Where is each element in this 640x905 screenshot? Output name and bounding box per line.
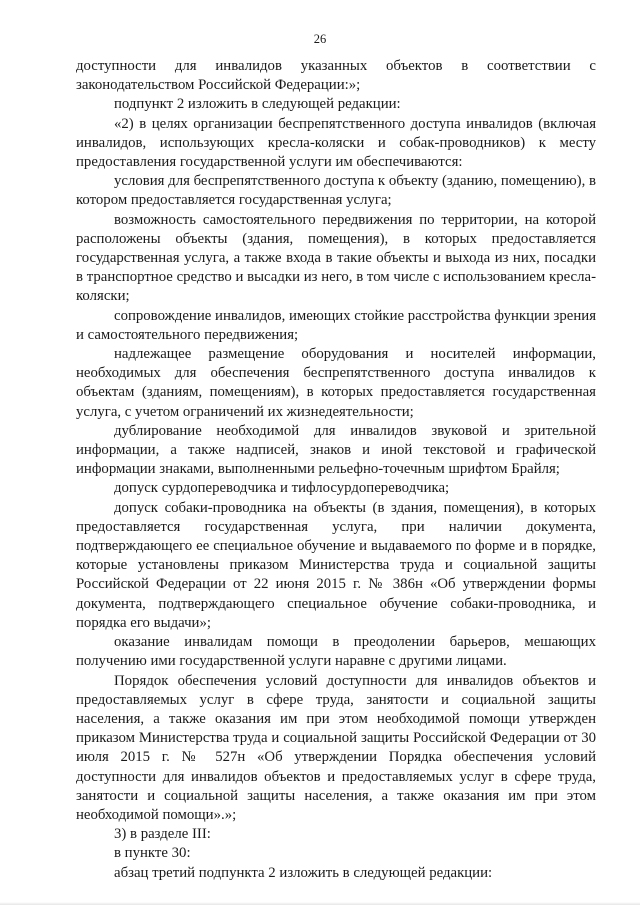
paragraph: «2) в целях организации беспрепятственного доступа инвалидов (включая инвалидов, использующих кресла-коляски и собак-проводников) к месту предоставления государственной услуги им обеспечиваются:	[76, 115, 596, 171]
paragraph: условия для беспрепятственного доступа к объекту (зданию, помещению), в котором предоставляется государственная услуга;	[76, 173, 596, 209]
page-number: 26	[313, 32, 327, 46]
paragraph: Порядок обеспечения условий доступности для инвалидов объектов и предоставляемых услуг в сфере труда, занятости и социальной защиты населения, а также оказания им при этом необходимой помощи утвержден приказом Министерства труда и социальной защиты Российской Федерации от 30 июля 2015 г. № 527н «Об утверждении Порядка обеспечения условий доступности для инвалидов объектов и предоставляемых услуг в сфере труда, занятости и социальной защиты населения, а также оказания им при этом необходимой помощи».»;	[76, 672, 596, 823]
document-body	[76, 57, 596, 883]
paragraph: доступности для инвалидов указанных объектов в соответствии с законодательством Российской Федерации:»;	[76, 58, 596, 94]
paragraph: подпункт 2 изложить в следующей редакции:	[114, 96, 401, 113]
paragraph: 3) в разделе III:	[114, 826, 211, 843]
paragraph: допуск сурдопереводчика и тифлосурдопереводчика;	[114, 480, 450, 497]
paragraph: надлежащее размещение оборудования и носителей информации, необходимых для обеспечения беспрепятственного доступа инвалидов к объектам (зданиям, помещениям), в которых предоставляется государственная услуга, с учетом ограничений их жизнедеятельности;	[76, 346, 596, 420]
paragraph: оказание инвалидам помощи в преодолении барьеров, мешающих получению ими государственной услуги наравне с другими лицами.	[76, 634, 596, 670]
paragraph: возможность самостоятельного передвижения по территории, на которой расположены объекты (здания, помещения), в которых предоставляется государственная услуга, а также входа в такие объекты и выхода из них, посадки в транспортное средство и высадки из него, в том числе с использованием кресла-коляски;	[76, 211, 596, 305]
paragraph: сопровождение инвалидов, имеющих стойкие расстройства функции зрения и самостоятельного передвижения;	[76, 307, 596, 343]
paragraph: дублирование необходимой для инвалидов звуковой и зрительной информации, а также надписей, знаков и иной текстовой и графической информации знаками, выполненными рельефно-точечным шрифтом Брайля;	[76, 422, 596, 478]
paragraph: допуск собаки-проводника на объекты (в здания, помещения), в которых предоставляется государственная услуга, при наличии документа, подтверждающего ее специальное обучение и выдаваемого по форме и в порядке, которые установлены приказом Министерства труда и социальной защиты Российской Федерации от 22 июня 2015 г. № 386н «Об утверждении формы документа, подтверждающего специальное обучение собаки-проводника, и порядка его выдачи»;	[76, 499, 596, 631]
paragraph: в пункте 30:	[114, 845, 191, 862]
paragraph: абзац третий подпункта 2 изложить в следующей редакции:	[114, 864, 493, 881]
